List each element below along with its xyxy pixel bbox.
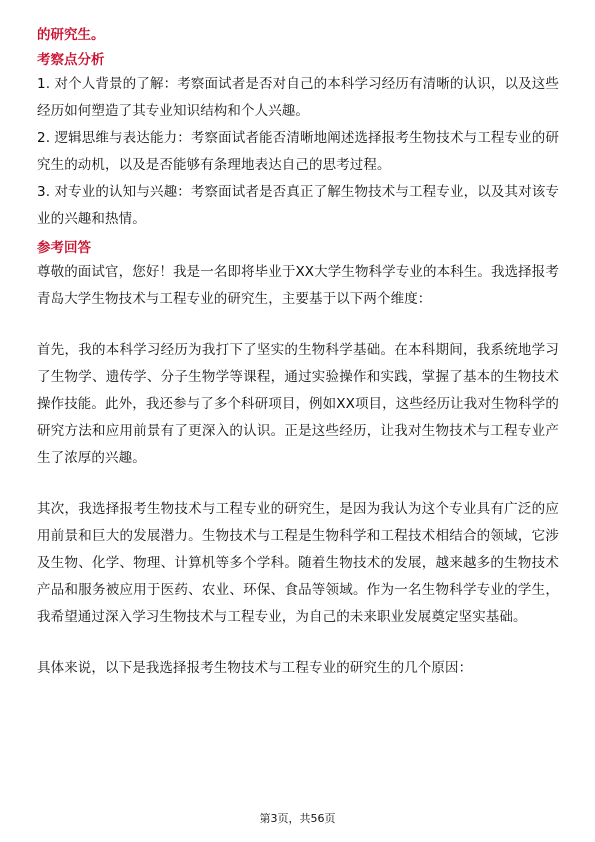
answer-paragraph-1: 尊敬的面试官，您好！我是一名即将毕业于XX大学生物科学专业的本科生。我选择报考青岛大学生物技术与工程专业的研究生，主要基于以下两个维度： — [37, 264, 559, 307]
answer-paragraph-4: 具体来说，以下是我选择报考生物技术与工程专业的研究生的几个原因： — [37, 660, 473, 676]
page-number-footer: 第3页，共56页 — [259, 812, 336, 825]
answer-section — [37, 237, 559, 682]
paragraph-spacer — [37, 631, 559, 655]
section-heading-analysis: 考察点分析 — [37, 52, 105, 68]
analysis-point-2: 2. 逻辑思维与表达能力：考察面试者能否清晰地阐述选择报考生物技术与工程专业的研究生的动机，以及是否能够有条理地表达自己的思考过程。 — [37, 130, 559, 173]
paragraph-spacer — [37, 313, 559, 337]
analysis-point-1: 1. 对个人背景的了解：考察面试者是否对自己的本科学习经历有清晰的认识，以及这些经历如何塑造了其专业知识结构和个人兴趣。 — [37, 76, 559, 119]
answer-paragraph-2: 首先，我的本科学习经历为我打下了坚实的生物科学基础。在本科期间，我系统地学习了生物学、遗传学、分子生物学等课程，通过实验操作和实践，掌握了基本的生物技术操作技能。此外，我还参与了多个科研项目，例如XX项目，这些经历让我对生物科学的研究方法和应用前景有了更深入的认识。正是这些经历，让我对生物技术与工程专业产生了浓厚的兴趣。 — [37, 342, 559, 466]
page-content — [37, 24, 559, 682]
section-heading-answer: 参考回答 — [37, 240, 91, 256]
question-fragment: 的研究生。 — [37, 27, 105, 43]
answer-paragraph-3: 其次，我选择报考生物技术与工程专业的研究生，是因为我认为这个专业具有广泛的应用前景和巨大的发展潜力。生物技术与工程是生物科学和工程技术相结合的领域，它涉及生物、化学、物理、计算机等多个学科。随着生物技术的发展，越来越多的生物技术产品和服务被应用于医药、农业、环保、食品等领域。作为一名生物科学专业的学生，我希望通过深入学习生物技术与工程专业，为自己的未来职业发展奠定坚实基础。 — [37, 501, 559, 625]
analysis-section — [37, 49, 559, 233]
analysis-point-3: 3. 对专业的认知与兴趣：考察面试者是否真正了解生物技术与工程专业，以及其对该专业的兴趣和热情。 — [37, 184, 559, 227]
paragraph-spacer — [37, 472, 559, 496]
